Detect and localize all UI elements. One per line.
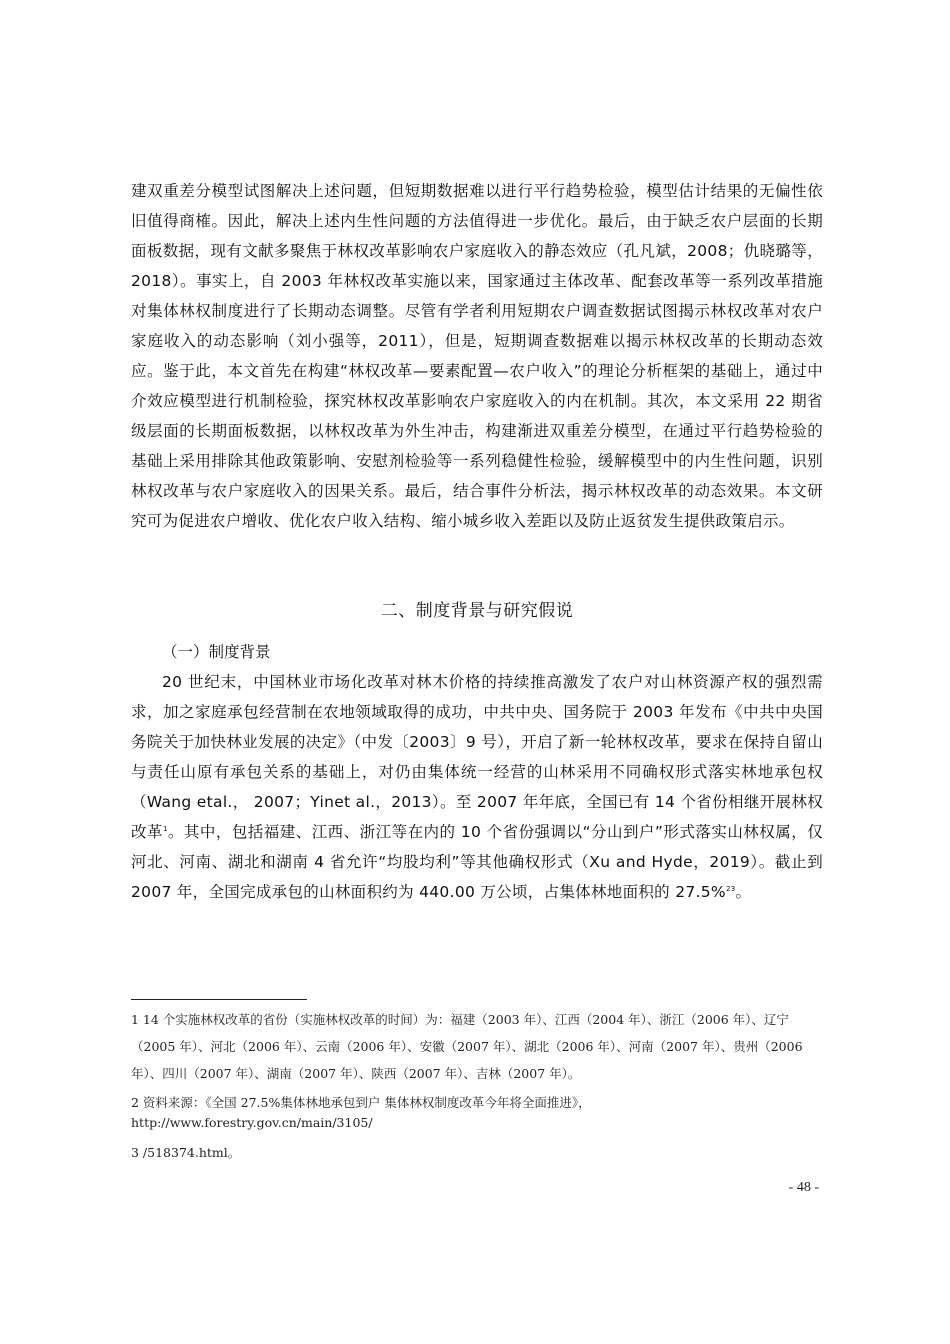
footnote-marker-1[interactable]: 1 <box>162 824 168 833</box>
footnote-2: 2 资料来源：《全国 27.5%集体林地承包到户 集体林权制度改革今年将全面推进》，http://www.forestry.gov.cn/main/3105/ <box>131 1095 591 1130</box>
paragraph-2-part-b: 。其中，包括福建、江西、浙江等在内的 10 个省份强调以“分山到户”形式落实山林权属，仅河北、河南、湖北和湖南 4 省允许“均股均利”等其他确权形式（Xu and Hyde，2019）。截止到 2007 年，全国完成承包的山林面积约为 440.00 万公顷，占集体林地面积的 27.5% <box>131 823 824 901</box>
footnote-divider <box>131 999 307 1000</box>
section-heading: 二、制度背景与研究假说 <box>380 601 574 621</box>
paragraph-text <box>131 667 823 907</box>
paragraph-text: 建双重差分模型试图解决上述问题，但短期数据难以进行平行趋势检验，模型估计结果的无偏性依旧值得商榷。因此，解决上述内生性问题的方法值得进一步优化。最后，由于缺乏农户层面的长期面板数据，现有文献多聚焦于林权改革影响农户家庭收入的静态效应（孔凡斌，2008；仇晓璐等，2018）。事实上，自 2003 年林权改革实施以来，国家通过主体改革、配套改革等一系列改革措施对集体林权制度进行了长期动态调整。尽管有学者利用短期农户调查数据试图揭示林权改革对农户家庭收入的动态影响（刘小强等，2011），但是，短期调查数据难以揭示林权改革的长期动态效应。鉴于此，本文首先在构建“林权改革—要素配置—农户收入”的理论分析框架的基础上，通过中介效应模型进行机制检验，探究林权改革影响农户家庭收入的内在机制。其次，本文采用 22 期省级层面的长期面板数据，以林权改革为外生冲击，构建渐进双重差分模型，在通过平行趋势检验的基础上采用排除其他政策影响、安慰剂检验等一系列稳健性检验，缓解模型中的内生性问题，识别林权改革与农户家庭收入的因果关系。最后，结合事件分析法，揭示林权改革的动态效果。本文研究可为促进农户增收、优化农户收入结构、缩小城乡收入差距以及防止返贫发生提供政策启示。 <box>131 182 823 530</box>
sub-heading: （一）制度背景 <box>162 643 271 661</box>
body-paragraph-1 <box>131 176 823 536</box>
paragraph-2-part-a: 20 世纪末，中国林业市场化改革对林木价格的持续推高激发了农户对山林资源产权的强烈需求，加之家庭承包经营制在农地领域取得的成功，中共中央、国务院于 2003 年发布《中共中央国务院关于加快林业发展的决定》（中发〔2003〕9 号），开启了新一轮林权改革，要求在保持自留山与责任山原有承包关系的基础上，对仍由集体统一经营的山林采用不同确权形式落实林地承包权（Wang etal.， 2007；Yinet al.，2013）。至 2007 年年底，全国已有 14 个省份相继开展林权改革 <box>131 673 823 841</box>
footnotes <box>131 1006 823 1167</box>
paragraph-2-part-c: 。 <box>735 883 752 901</box>
footnote-marker-2[interactable]: 23 <box>725 884 736 893</box>
body-paragraph-2 <box>131 667 823 907</box>
footnote-1: 1 14 个实施林权改革的省份（实施林权改革的时间）为：福建（2003 年）、江西（2004 年）、浙江（2006 年）、辽宁（2005 年）、河北（2006 年）、云南（2006 年）、安徽（2007 年）、湖北（2006 年）、河南（2007 年）、贵州（2006 年）、四川（2007 年）、湖南（2007 年）、陕西（2007 年）、吉林（2007 年）。 <box>131 1012 803 1081</box>
page-number: - 48 - <box>788 1180 819 1195</box>
footnote-3: 3 /518374.html。 <box>131 1145 241 1160</box>
